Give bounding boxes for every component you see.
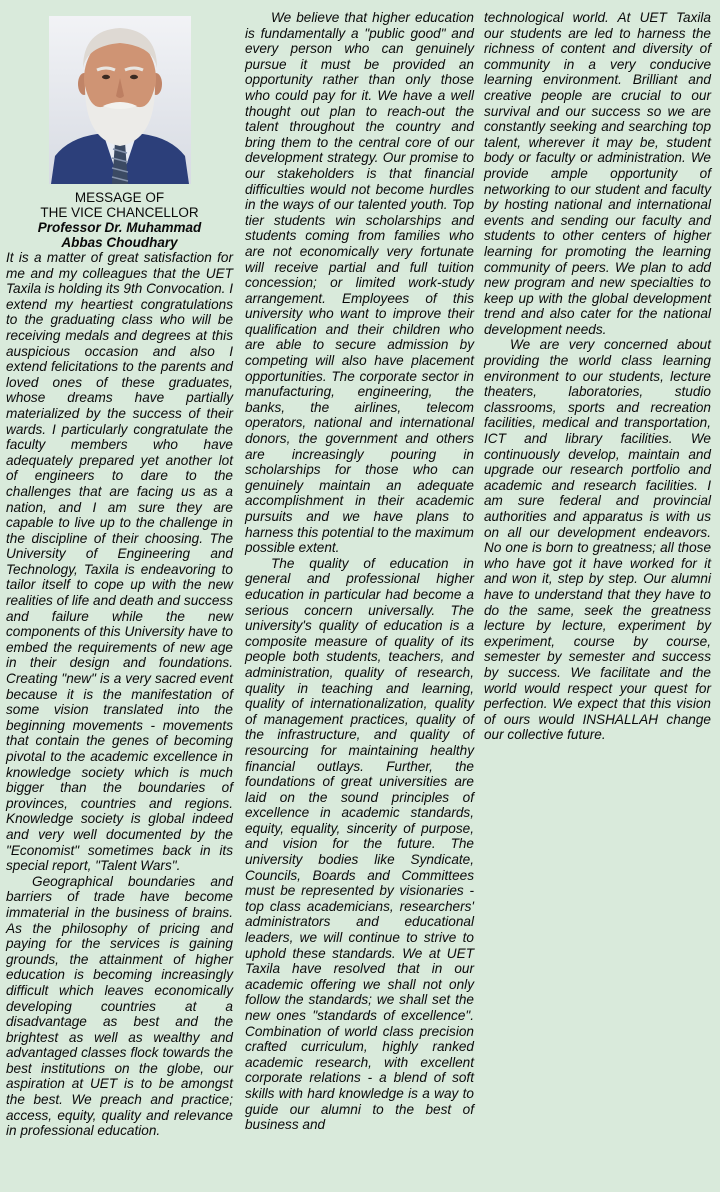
paragraph: The quality of education in general and professional higher education in particular had become a serious concern universally. The university's quality of education is a composite measure of quality of its people both students, teachers, and administration, quality of research, quality in teaching and learning, quality of internationalization, quality of management practices, quality of the infrastructure, and quality of resourcing for maintaining healthy financial outlays. Further, the foundations of great universities are laid on the sound principles of excellence in academic standards, equity, equality, sincerity of purpose, and vision for the future. The university bodies like Syndicate, Councils, Boards and Committees must be represented by visionaries - top class academicians, researchers' administrators and educational leaders, we will continue to strive to uphold these standards. We at UET Taxila have resolved that in our academic offering we shall not only follow the standards; we shall set the new ones "standards of excellence". Combination of world class precision crafted curriculum, highly ranked academic research, with excellent corporate relations - a blend of soft skills with hard knowledge is a way to guide our alumni to the best of business and xyxy=(245,555,474,1133)
author-name-line1: Professor Dr. Muhammad xyxy=(37,220,202,235)
paragraph: technological world. At UET Taxila our students are led to harness the richness of content and diversity of community in a very conducive learning environment. Brilliant and creative people are crucial to our survival and our success so we are constantly seeking and searching top talent, wherever it may be, student body or faculty or administration. We provide ample opportunity of networking to our student and faculty by hosting national and international events and sending our faculty and students to other centers of higher learning for promoting the learning community of peers. We plan to add new program and new specialties to keep up with the global development trend and also cater for the national development needs. xyxy=(484,10,711,337)
author-name-line2: Abbas Choudhary xyxy=(61,235,178,250)
column-1 xyxy=(6,10,233,1139)
caption-block xyxy=(6,190,233,250)
paragraph: Geographical boundaries and barriers of trade have become immaterial in the business of brains. As the philosophy of pricing and paying for the services is gaining grounds, the attainment of higher education is becoming increasingly difficult which leaves economically developing countries at a disadvantage as best and the brightest as well as wealthy and advantaged classes flock towards the best institutions on the globe, our aspiration at UET is to be amongst the best. We preach and practice; access, equity, quality and relevance in professional education. xyxy=(6,873,233,1139)
caption-heading-line2: THE VICE CHANCELLOR xyxy=(40,205,199,220)
vice-chancellor-photo xyxy=(49,16,191,184)
paragraph: We are very concerned about providing the world class learning environment to our students, lecture theaters, laboratories, studio classrooms, sports and recreation facilities, medical and transportation, ICT and library facilities. We continuously develop, maintain and upgrade our research portfolio and academic and research facilities. I am sure federal and provincial authorities and apparatus is with us on all our development endeavors. No one is born to greatness; all those who have got it have worked for it and won it, step by step. Our alumni have to understand that they have to do the same, seek the greatness lecture by lecture, experiment by experiment, course by course, semester by semester and success by success. We facilitate and the world would respect your quest for perfection. We expect that this vision of ours would INSHALLAH change our collective future. xyxy=(484,337,711,743)
paragraph: It is a matter of great satisfaction for me and my colleagues that the UET Taxila is holding its 9th Convocation. I extend my heartiest congratulations to the graduating class who will be receiving medals and degrees at this auspicious occasion and also I extend felicitations to the parents and loved ones of these graduates, whose dreams have partially materialized by the success of their wards. I particularly congratulate the faculty members who have adequately prepared yet another lot of engineers to dare to the challenges that are facing us as a nation, and I am sure they are capable to live up to the challenge in the discipline of their choosing. The University of Engineering and Technology, Taxila is endeavoring to tailor itself to cope up with the new realities of life and death and success and failure while the new components of this University have to embed the requirements of new age in their design and foundations. Creating "new" is a very sacred event because it is the manifestation of some vision translated into the beginning movements - movements that contain the genes of becoming pivotal to the academic excellence in knowledge society which is much bigger than the boundaries of provinces, countries and regions. Knowledge society is global indeed and very well documented by the "Economist" sometimes back in its special report, "Talent Wars". xyxy=(6,250,233,874)
column-2 xyxy=(245,10,474,1133)
column-3 xyxy=(484,10,711,743)
paragraph: We believe that higher education is fundamentally a "public good" and every person who can genuinely pursue it must be provided an opportunity rather than only those who could pay for it. We have a well thought out plan to reach-out the talent throughout the country and bring them to the central core of our development strategy. Our promise to our stakeholders is that financial difficulties would not become hurdles in the ways of our talented youth. Top tier students win scholarships and students coming from families who are not economically very fortunate will receive partial and full tuition concession; or limited work-study arrangement. Employees of this university who want to improve their qualification and their children who are able to secure admission by competing will also have placement opportunities. The corporate sector in manufacturing, engineering, the banks, the airlines, telecom operators, national and international donors, the government and others are increasingly pouring in scholarships for those who can genuinely maintain an adequate accomplishment in their academic pursuits and we have plans to harness this potential to the maximum possible extent. xyxy=(245,10,474,556)
caption-heading-line1: MESSAGE OF xyxy=(74,190,165,205)
